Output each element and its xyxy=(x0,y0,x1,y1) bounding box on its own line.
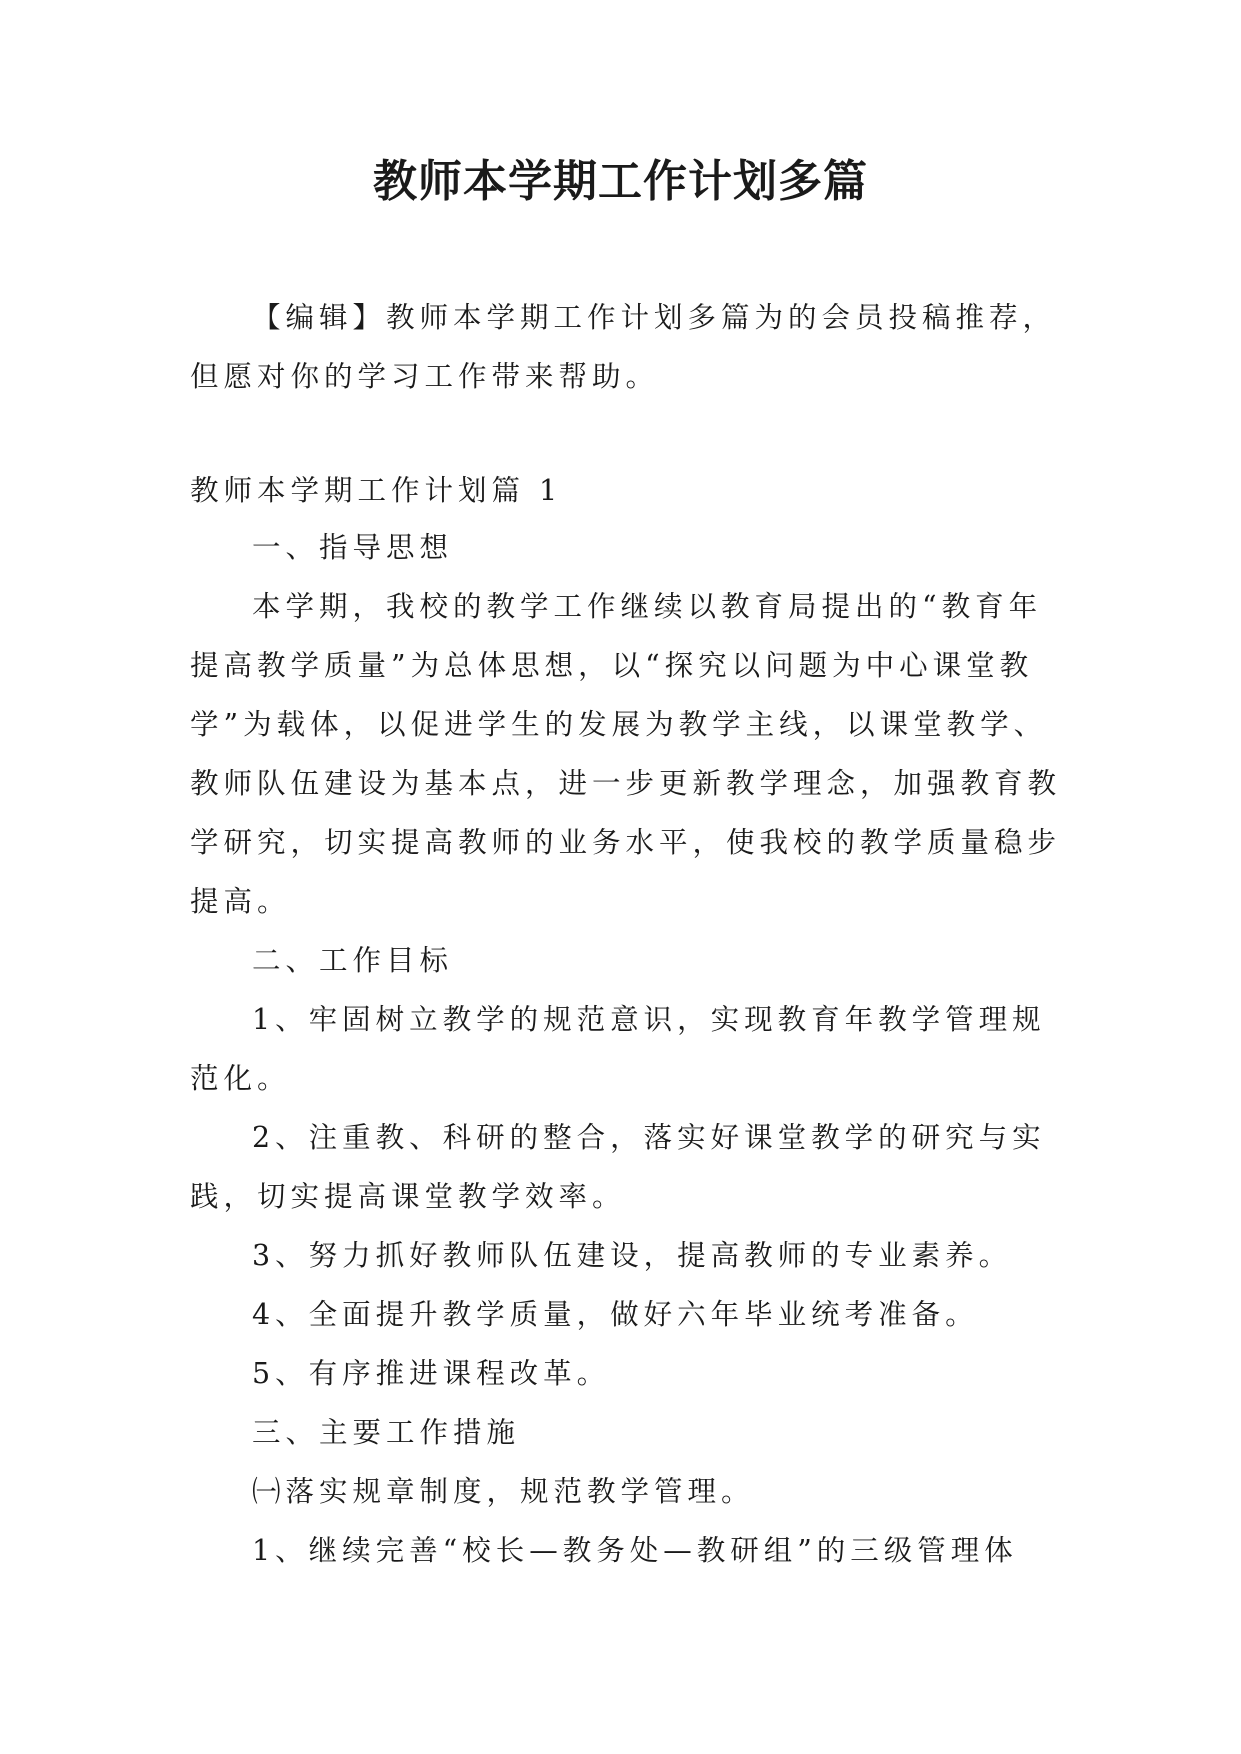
goal-item-3: 3、努力抓好教师队伍建设，提高教师的专业素养。 xyxy=(252,1239,1013,1272)
intro-line-1: 【编辑】教师本学期工作计划多篇为的会员投稿推荐， xyxy=(252,301,1057,334)
goal-item-2-cont: 践，切实提高课堂教学效率。 xyxy=(190,1180,626,1213)
subheading-work-goals: 二、工作目标 xyxy=(252,944,454,977)
measure-item-1: 1、继续完善“校长—教务处—教研组”的三级管理体 xyxy=(252,1534,1018,1567)
paragraph-line: 提高。 xyxy=(190,885,291,918)
document-title: 教师本学期工作计划多篇 xyxy=(373,156,868,207)
goal-item-1: 1、牢固树立教学的规范意识，实现教育年教学管理规 xyxy=(252,1003,1046,1036)
paragraph-line: 提高教学质量”为总体思想，以“探究以问题为中心课堂教 xyxy=(190,649,1034,682)
measure-heading-1: ㈠落实规章制度，规范教学管理。 xyxy=(252,1475,755,1508)
paragraph-line: 学研究，切实提高教师的业务水平，使我校的教学质量稳步 xyxy=(190,826,1062,859)
subheading-main-measures: 三、主要工作措施 xyxy=(252,1416,521,1449)
paragraph-line: 学”为载体，以促进学生的发展为教学主线，以课堂教学、 xyxy=(190,708,1048,741)
goal-item-4: 4、全面提升教学质量，做好六年毕业统考准备。 xyxy=(252,1298,979,1331)
intro-line-2: 但愿对你的学习工作带来帮助。 xyxy=(190,360,660,393)
goal-item-5: 5、有序推进课程改革。 xyxy=(252,1357,611,1390)
goal-item-2: 2、注重教、科研的整合，落实好课堂教学的研究与实 xyxy=(252,1121,1046,1154)
subheading-guiding-thought: 一、指导思想 xyxy=(252,531,454,564)
goal-item-1-cont: 范化。 xyxy=(190,1062,291,1095)
section-heading: 教师本学期工作计划篇 1 xyxy=(190,474,563,507)
paragraph-line: 本学期，我校的教学工作继续以教育局提出的“教育年 xyxy=(252,590,1043,623)
paragraph-line: 教师队伍建设为基本点，进一步更新教学理念，加强教育教 xyxy=(190,767,1062,800)
